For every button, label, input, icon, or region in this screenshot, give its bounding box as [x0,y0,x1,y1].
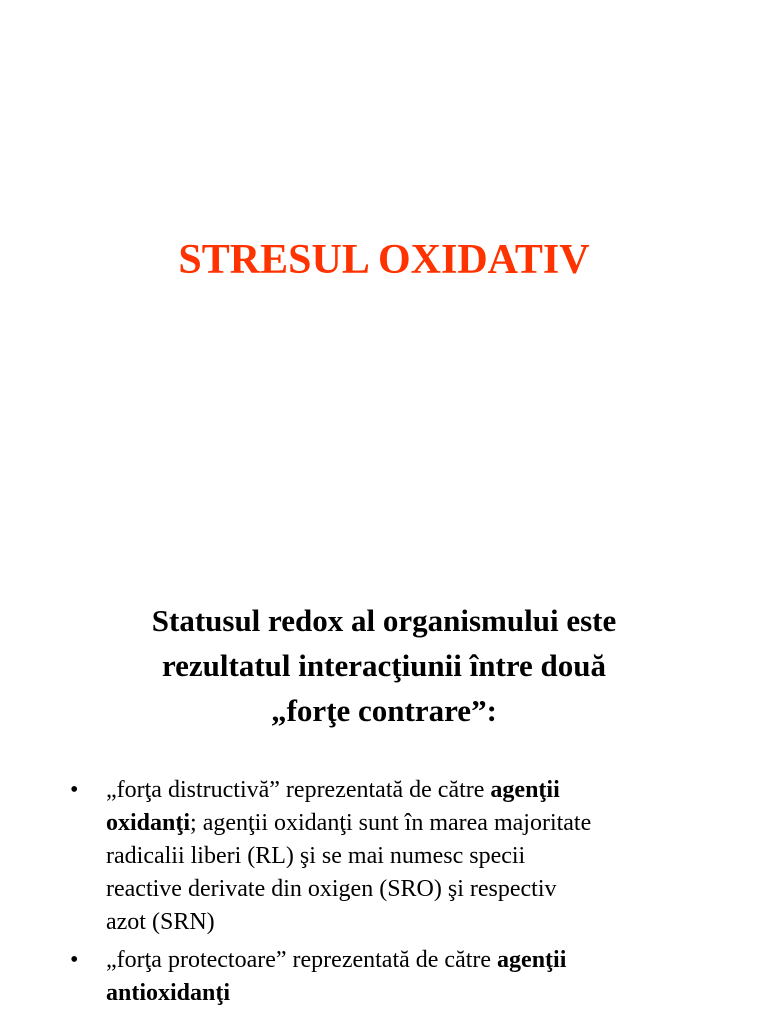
bullet-text: ; agenţii oxidanţi sunt în marea majoritate [190,810,592,836]
bullet-bold-text: oxidanţi [106,810,191,836]
bullet-line [106,873,718,906]
bullet-item-oxidants [0,774,768,939]
bullet-line [106,977,718,1010]
bullet-dot-icon: • [70,947,79,973]
slide-title: STRESUL OXIDATIV [178,237,590,283]
content-slide [0,576,768,1024]
bullet-line [106,906,718,939]
slide-heading [60,598,708,733]
bullet-line [106,840,718,873]
bullet-text: reactive derivate din oxigen (SRO) şi respectiv [106,876,557,902]
bullet-item-antioxidants [0,944,768,1010]
bullet-text: azot (SRN) [106,909,215,935]
bullet-bold-text: antioxidanţi [106,980,231,1006]
heading-line: „forţe contrare”: [271,693,497,728]
bullet-text: radicalii liberi (RL) şi se mai numesc specii [106,843,526,869]
heading-line: Statusul redox al organismului este [151,603,617,638]
bullet-text: „forţa protectoare” reprezentată de către [106,947,498,973]
bullet-bold-text: agenţii [497,947,567,973]
bullet-line [106,944,718,977]
heading-line: rezultatul interacţiunii între două [161,648,607,683]
bullet-dot-icon: • [70,777,79,803]
bullet-text: „forţa distructivă” reprezentată de către [106,777,491,803]
bullet-line [106,807,718,840]
bullet-bold-text: agenţii [490,777,560,803]
bullet-line [106,774,718,807]
bullet-list [0,774,768,1015]
